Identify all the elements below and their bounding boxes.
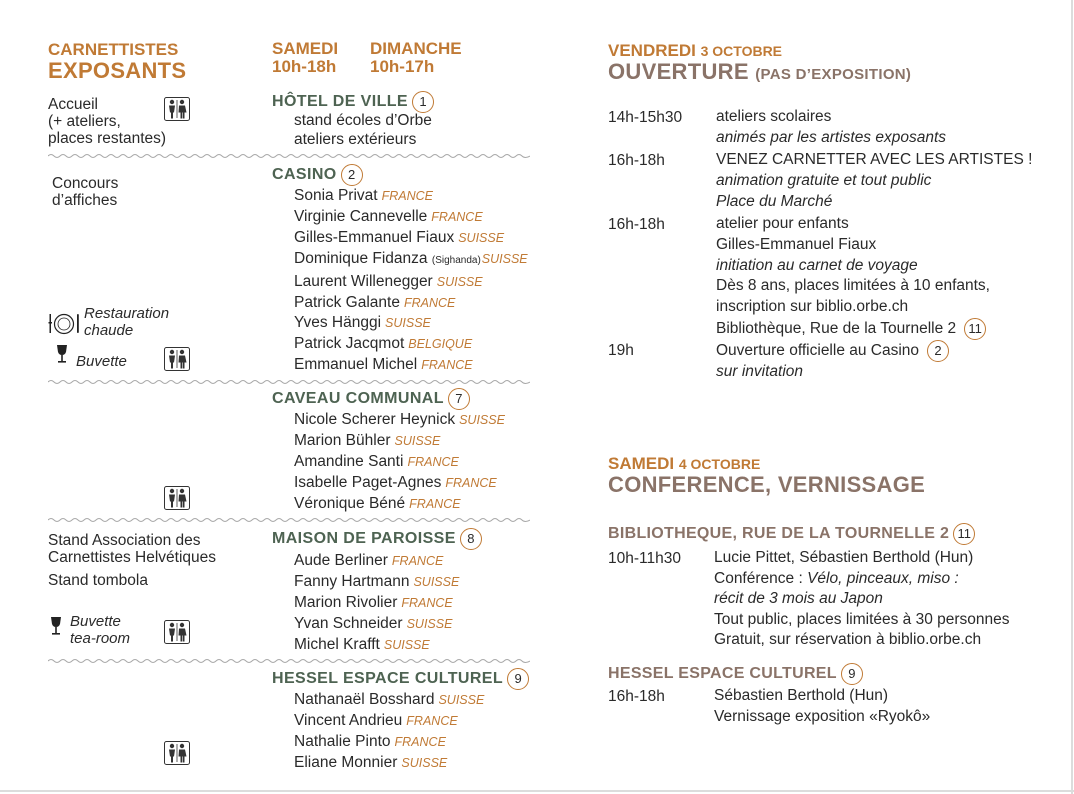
artist-name: Véronique Béné (294, 494, 406, 512)
event-time: 16h-18h (608, 688, 665, 705)
sunday-day: DIMANCHE (370, 39, 462, 58)
saturday-hours: 10h-18h (272, 57, 337, 76)
library-venue (608, 523, 975, 545)
artist-country: FRANCE (394, 734, 446, 749)
restaurant-plate-icon (48, 311, 82, 337)
hotel-line: ateliers extérieurs (294, 131, 417, 148)
event-line-italic: initiation au carnet de voyage (716, 256, 918, 274)
event-line: atelier pour enfants (716, 215, 849, 232)
saturday-header (272, 40, 338, 76)
artist-country: BELGIQUE (408, 337, 473, 352)
venue-caveau-communal (272, 388, 470, 410)
paroisse-artist-list (294, 551, 459, 656)
artist-country: FRANCE (403, 295, 456, 310)
left-heading-line1: CARNETTISTES (48, 40, 179, 59)
side-line: chaude (84, 322, 134, 339)
saturday-day: SAMEDI (272, 39, 339, 58)
artist-country: FRANCE (401, 595, 453, 610)
friday-title-sub: (PAS D’EXPOSITION) (755, 66, 912, 83)
event-line-italic: sur invitation (716, 363, 804, 380)
artist-row (294, 753, 484, 774)
venue-number-badge: 8 (460, 528, 482, 550)
event-title-italic: Vélo, pinceaux, miso : (807, 569, 959, 587)
event-line: Lucie Pittet, Sébastien Berthold (Hun) (714, 549, 974, 566)
artist-country: SUISSE (459, 413, 505, 427)
event-body (716, 150, 1032, 212)
venue-name: HESSEL ESPACE CULTUREL (272, 670, 504, 688)
event-time: 10h-11h30 (608, 550, 681, 567)
artist-row (294, 494, 505, 515)
friday-day-label (608, 41, 782, 61)
event-line: Gratuit, sur réservation à biblio.orbe.ch (714, 631, 982, 648)
casino-bar-note: Buvette (76, 353, 127, 370)
event-location: Bibliothèque, Rue de la Tournelle 2 (716, 320, 957, 338)
artist-country: FRANCE (431, 209, 483, 224)
artist-row (294, 249, 528, 272)
wavy-divider (48, 379, 530, 385)
sunday-hours: 10h-17h (370, 57, 435, 76)
hessel-event-body (714, 686, 930, 727)
toilets-icon (164, 620, 190, 644)
venue-maison-de-paroisse (272, 528, 482, 550)
artist-country: SUISSE (481, 251, 528, 266)
side-line: places restantes) (48, 130, 167, 147)
artist-name: Yvan Schneider (294, 614, 403, 632)
hessel-venue (608, 663, 863, 685)
event-line: Sébastien Berthold (Hun) (714, 687, 889, 704)
toilets-icon (164, 97, 190, 121)
wavy-divider (48, 517, 530, 523)
venue-number-badge: 7 (448, 388, 470, 410)
artist-name: Aude Berliner (294, 552, 388, 569)
wine-glass-icon (55, 344, 69, 364)
artist-name: Nathalie Pinto (294, 732, 391, 750)
artist-row (294, 228, 528, 249)
artist-row (294, 690, 484, 711)
side-line: Stand Association des (48, 532, 201, 549)
caveau-artist-list (294, 410, 505, 515)
artist-country: FRANCE (445, 475, 497, 490)
event-prefix: Conférence : (714, 569, 808, 587)
artist-row (294, 551, 459, 572)
artist-name: Isabelle Paget-Agnes (294, 473, 442, 491)
artist-row (294, 293, 528, 314)
artist-row (294, 272, 528, 293)
event-body (716, 340, 949, 383)
event-time: 14h-15h30 (608, 109, 683, 126)
event-line-italic: récit de 3 mois au Japon (714, 590, 883, 607)
event-line: Gilles-Emmanuel Fiaux (716, 235, 877, 253)
event-line: inscription sur biblio.orbe.ch (716, 298, 909, 316)
artist-row (294, 431, 505, 452)
artist-country: SUISSE (385, 316, 431, 331)
side-line: Carnettistes Helvétiques (48, 549, 216, 566)
saturday-label-date: 4 OCTOBRE (678, 456, 761, 472)
saturday-title: CONFERENCE, VERNISSAGE (608, 472, 926, 497)
venue-casino (272, 164, 363, 186)
artist-row (294, 732, 484, 753)
artist-row (294, 313, 528, 334)
artist-row (294, 355, 528, 376)
friday-title (608, 59, 911, 85)
artist-country: FRANCE (391, 554, 444, 568)
artist-name: Gilles-Emmanuel Fiaux (294, 228, 455, 246)
side-line: (+ ateliers, (48, 113, 121, 130)
artist-alias: (Sighanda) (431, 254, 481, 266)
wavy-divider (48, 658, 530, 664)
wine-glass-icon (49, 616, 63, 636)
artist-row (294, 452, 505, 473)
side-line: Buvette (70, 613, 121, 630)
artist-country: SUISSE (394, 433, 441, 448)
venue-name: HÔTEL DE VILLE (272, 93, 408, 111)
venue-name: CAVEAU COMMUNAL (272, 390, 444, 408)
venue-hessel-espace-culturel (272, 668, 529, 690)
artist-country: SUISSE (413, 574, 460, 589)
artist-name: Laurent Willenegger (294, 272, 433, 290)
paroisse-tombola: Stand tombola (48, 572, 148, 589)
event-line-italic: Place du Marché (716, 192, 833, 210)
artist-name: Amandine Santi (294, 452, 404, 470)
toilets-icon (164, 741, 190, 765)
event-time: 16h-18h (608, 216, 665, 233)
artist-country: FRANCE (381, 189, 433, 203)
side-line: tea-room (70, 630, 131, 647)
venue-name: HESSEL ESPACE CULTUREL (608, 665, 837, 683)
side-line: Concours (52, 175, 119, 192)
side-line: Accueil (48, 96, 98, 113)
artist-name: Michel Krafft (294, 635, 380, 653)
artist-country: SUISSE (406, 616, 453, 631)
library-event-body (714, 548, 1010, 651)
artist-row (294, 711, 484, 732)
saturday-day-label (608, 454, 760, 474)
venue-number-badge: 2 (341, 164, 363, 186)
artist-country: SUISSE (458, 230, 505, 245)
left-heading-line2: EXPOSANTS (48, 58, 187, 83)
event-time: 19h (608, 342, 634, 359)
side-line: Restauration (84, 305, 170, 322)
event-line: Vernissage exposition «Ryokô» (714, 707, 931, 725)
casino-restaurant-note (84, 305, 169, 339)
event-time: 16h-18h (608, 152, 665, 169)
artist-name: Virginie Cannevelle (294, 207, 428, 225)
artist-name: Patrick Jacqmot (294, 335, 405, 353)
event-line (714, 569, 1010, 590)
sunday-header (370, 40, 462, 76)
artist-country: FRANCE (409, 496, 461, 511)
artist-row (294, 572, 459, 593)
venue-number-badge: 1 (412, 91, 434, 113)
event-line: Dès 8 ans, places limitées à 10 enfants, (716, 277, 990, 295)
artist-row (294, 635, 459, 656)
venue-name: CASINO (272, 166, 337, 184)
paroisse-side-note (48, 532, 216, 566)
side-line: d’affiches (52, 192, 118, 209)
artist-row (294, 473, 505, 494)
event-line: VENEZ CARNETTER AVEC LES ARTISTES ! (716, 151, 1033, 168)
artist-name: Dominique Fidanza (294, 249, 428, 267)
page-edge-right (1071, 0, 1073, 794)
event-line: ateliers scolaires (716, 108, 832, 125)
artist-row (294, 614, 459, 635)
artist-country: FRANCE (406, 713, 458, 728)
venue-hotel-de-ville (272, 91, 434, 113)
venue-number-badge: 11 (953, 523, 975, 545)
friday-title-main: OUVERTURE (608, 59, 749, 84)
artist-name: Fanny Hartmann (294, 572, 410, 590)
artist-row (294, 593, 459, 614)
event-line-italic: animation gratuite et tout public (716, 171, 932, 189)
casino-side-note (52, 175, 118, 209)
artist-country: SUISSE (383, 637, 430, 652)
artist-country: SUISSE (436, 274, 483, 289)
saturday-label-day: SAMEDI (608, 454, 675, 473)
artist-name: Nicole Scherer Heynick (294, 411, 456, 428)
event-line: Tout public, places limitées à 30 personnes (714, 610, 1010, 628)
event-body (716, 214, 990, 340)
hotel-line: stand écoles d’Orbe (294, 112, 432, 129)
artist-name: Vincent Andrieu (294, 711, 403, 729)
casino-artist-list (294, 186, 528, 376)
wavy-divider (48, 153, 530, 159)
artist-country: FRANCE (407, 454, 459, 469)
artist-country: FRANCE (421, 358, 473, 373)
artist-name: Marion Rivolier (294, 593, 398, 611)
friday-date: 3 OCTOBRE (700, 43, 783, 59)
venue-number-badge: 9 (507, 668, 529, 690)
toilets-icon (164, 486, 190, 510)
venue-name: BIBLIOTHEQUE, RUE DE LA TOURNELLE 2 (608, 525, 950, 543)
page-edge-bottom (0, 790, 1074, 792)
artist-name: Emmanuel Michel (294, 356, 418, 374)
venue-number-badge: 11 (964, 318, 986, 340)
hotel-side-note (48, 96, 166, 147)
artist-name: Sonia Privat (294, 187, 378, 204)
artist-name: Marion Bühler (294, 431, 391, 449)
artist-row (294, 410, 505, 431)
event-line (716, 318, 990, 340)
event-line (716, 340, 949, 362)
friday-day: VENDREDI (608, 41, 696, 60)
artist-row (294, 186, 528, 207)
venue-name: MAISON DE PAROISSE (272, 530, 456, 548)
artist-name: Patrick Galante (294, 293, 400, 311)
event-line-italic: animés par les artistes exposants (716, 128, 947, 146)
artist-name: Yves Hänggi (294, 314, 382, 332)
venue-number-badge: 2 (927, 340, 949, 362)
artist-row (294, 207, 528, 228)
artist-country: SUISSE (438, 693, 485, 707)
hotel-lines (294, 111, 432, 149)
artist-name: Nathanaël Bosshard (294, 691, 435, 708)
paroisse-bar-note (70, 613, 130, 647)
artist-country: SUISSE (401, 755, 448, 770)
artist-name: Eliane Monnier (294, 753, 398, 771)
toilets-icon (164, 347, 190, 371)
venue-number-badge: 9 (841, 663, 863, 685)
event-body (716, 107, 946, 149)
event-title: Ouverture officielle au Casino (716, 342, 920, 360)
hessel-artist-list (294, 690, 484, 774)
artist-row (294, 334, 528, 355)
